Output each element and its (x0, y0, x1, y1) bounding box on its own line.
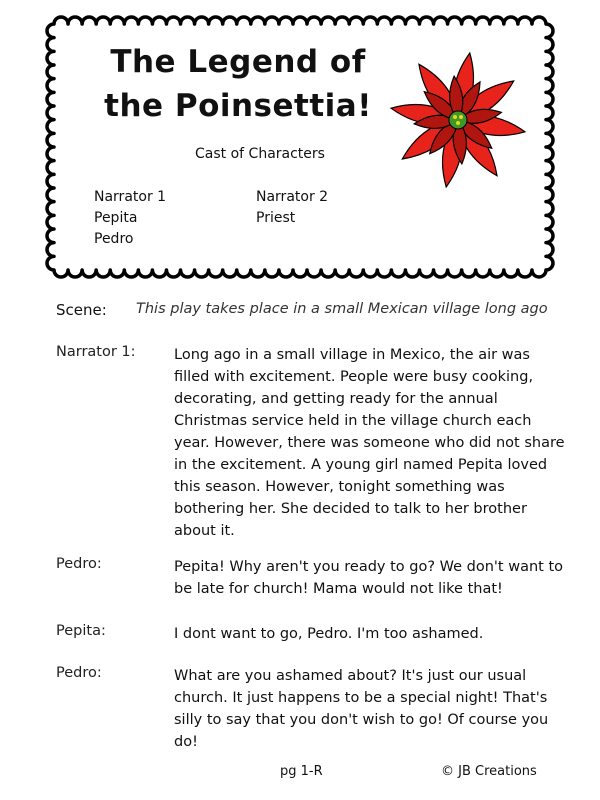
flower-center-dot (453, 115, 457, 119)
speaker-name: Pedro: (56, 665, 102, 681)
cast-list-right (256, 187, 328, 229)
cast-member: Pedro (94, 231, 134, 247)
title-line-2: the Poinsettia! (104, 88, 372, 124)
speaker-name: Pedro: (56, 556, 102, 572)
flower-center (449, 111, 467, 129)
speech-text: Pepita! Why aren't you ready to go? We don't want to be late for church! Mama would not like that! (174, 559, 564, 597)
cast-member: Narrator 2 (256, 189, 329, 205)
speaker-name: Pepita: (56, 623, 106, 639)
poinsettia-icon (388, 36, 536, 196)
title-line-1: The Legend of (110, 44, 366, 80)
cast-member: Narrator 1 (94, 189, 167, 205)
speech-text: Long ago in a small village in Mexico, the air was filled with excitement. People were busy cooking, decorating, and getting ready for the annual Christmas service held in the village church each year. However, there was someone who did not share in the excitement. A young girl named Pepita loved this season. However, tonight something was bothering her. She decided to talk to her brother about it. (174, 347, 565, 539)
cast-list-left (94, 187, 166, 250)
cast-heading: Cast of Characters (195, 146, 325, 162)
speech-text: I dont want to go, Pedro. I'm too ashamed. (174, 626, 484, 642)
scene-description: This play takes place in a small Mexican village long ago (136, 301, 548, 317)
speaker-name: Narrator 1: (56, 344, 136, 360)
cast-member: Pepita (94, 210, 138, 226)
speech-text: What are you ashamed about? It's just our usual church. It just happens to be a special night! That's silly to say that you don't wish to go! Of course you do! (174, 668, 549, 750)
page-number: pg 1-R (280, 764, 323, 779)
flower-center-dot (456, 121, 460, 125)
flower-center-dot (459, 115, 463, 119)
copyright-notice: © JB Creations (441, 764, 537, 779)
cast-member: Priest (256, 210, 296, 226)
play-title (98, 40, 378, 128)
scene-label: Scene: (56, 301, 107, 319)
